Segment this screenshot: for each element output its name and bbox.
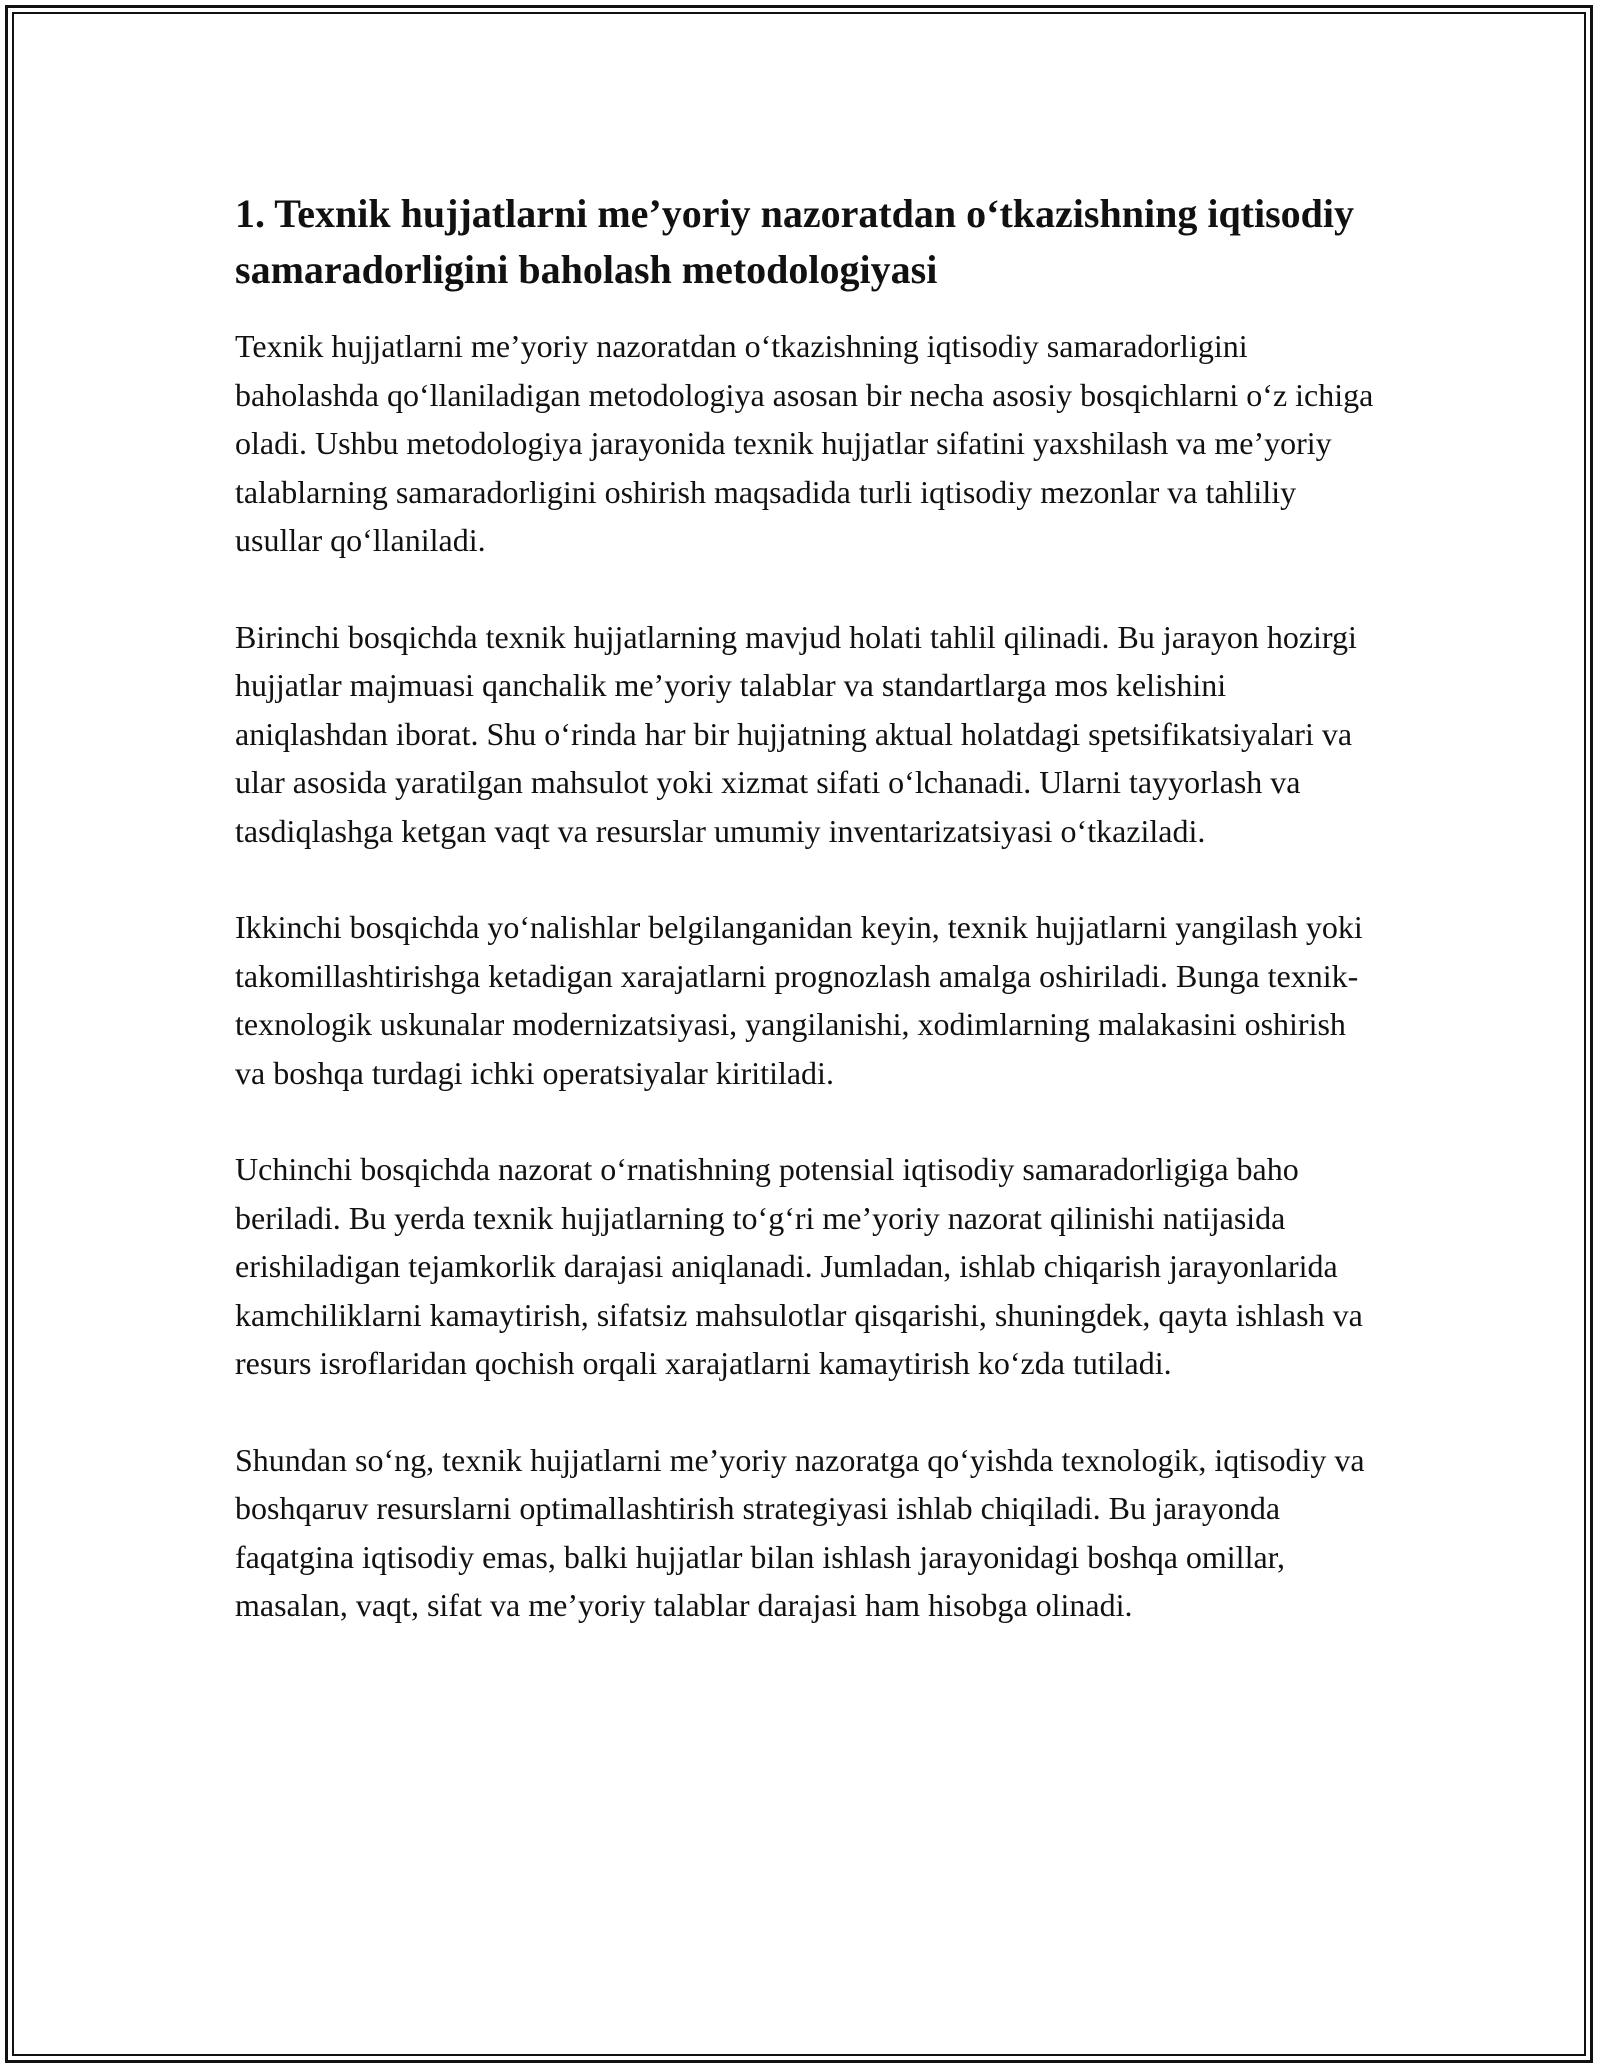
paragraph-stage-2: Ikkinchi bosqichda yo‘nalishlar belgilanganidan keyin, texnik hujjatlarni yangilash yoki takomillashtirishga ketadigan xarajatlarni prognozlash amalga oshiriladi. Bunga texnik-texnologik uskunalar modernizatsiyasi, yangilanishi, xodimlarning malakasini oshirish va boshqa turdagi ichki operatsiyalar kiritiladi. bbox=[235, 909, 1363, 1091]
paragraph-intro: Texnik hujjatlarni me’yoriy nazoratdan o‘tkazishning iqtisodiy samaradorligini baholashda qo‘llaniladigan metodologiya asosan bir necha asosiy bosqichlarni o‘z ichiga oladi. Ushbu metodologiya jarayonida texnik hujjatlar sifatini yaxshilash va me’yoriy talablarning samaradorligini oshirish maqsadida turli iqtisodiy mezonlar va tahliliy usullar qo‘llaniladi. bbox=[235, 328, 1374, 558]
paragraph-conclusion: Shundan so‘ng, texnik hujjatlarni me’yoriy nazoratga qo‘yishda texnologik, iqtisodiy va boshqaruv resurslarni optimallashtirish strategiyasi ishlab chiqiladi. Bu jarayonda faqatgina iqtisodiy emas, balki hujjatlar bilan ishlash jarayonidagi boshqa omillar, masalan, vaqt, sifat va me’yoriy talablar darajasi ham hisobga olinadi. bbox=[235, 1441, 1365, 1623]
paragraph-stage-1: Birinchi bosqichda texnik hujjatlarning mavjud holati tahlil qilinadi. Bu jarayon hozirgi hujjatlar majmuasi qanchalik me’yoriy talablar va standartlarga mos kelishini aniqlashdan iborat. Shu o‘rinda har bir hujjatning aktual holatdagi spetsifikatsiyalari va ular asosida yaratilgan mahsulot yoki xizmat sifati o‘lchanadi. Ularni tayyorlash va tasdiqlashga ketgan vaqt va resurslar umumiy inventarizatsiyasi o‘tkaziladi. bbox=[235, 618, 1357, 849]
section-heading: 1. Texnik hujjatlarni me’yoriy nazoratdan o‘tkazishning iqtisodiy samaradorligini baholash metodologiyasi bbox=[235, 191, 1355, 292]
document-body bbox=[235, 186, 1375, 1678]
paragraph-stage-3: Uchinchi bosqichda nazorat o‘rnatishning potensial iqtisodiy samaradorligiga baho beriladi. Bu yerda texnik hujjatlarning to‘g‘ri me’yoriy nazorat qilinishi natijasida erishiladigan tejamkorlik darajasi aniqlanadi. Jumladan, ishlab chiqarish jarayonlarida kamchiliklarni kamaytirish, sifatsiz mahsulotlar qisqarishi, shuningdek, qayta ishlash va resurs isroflaridan qochish orqali xarajatlarni kamaytirish ko‘zda tutiladi. bbox=[235, 1151, 1363, 1381]
